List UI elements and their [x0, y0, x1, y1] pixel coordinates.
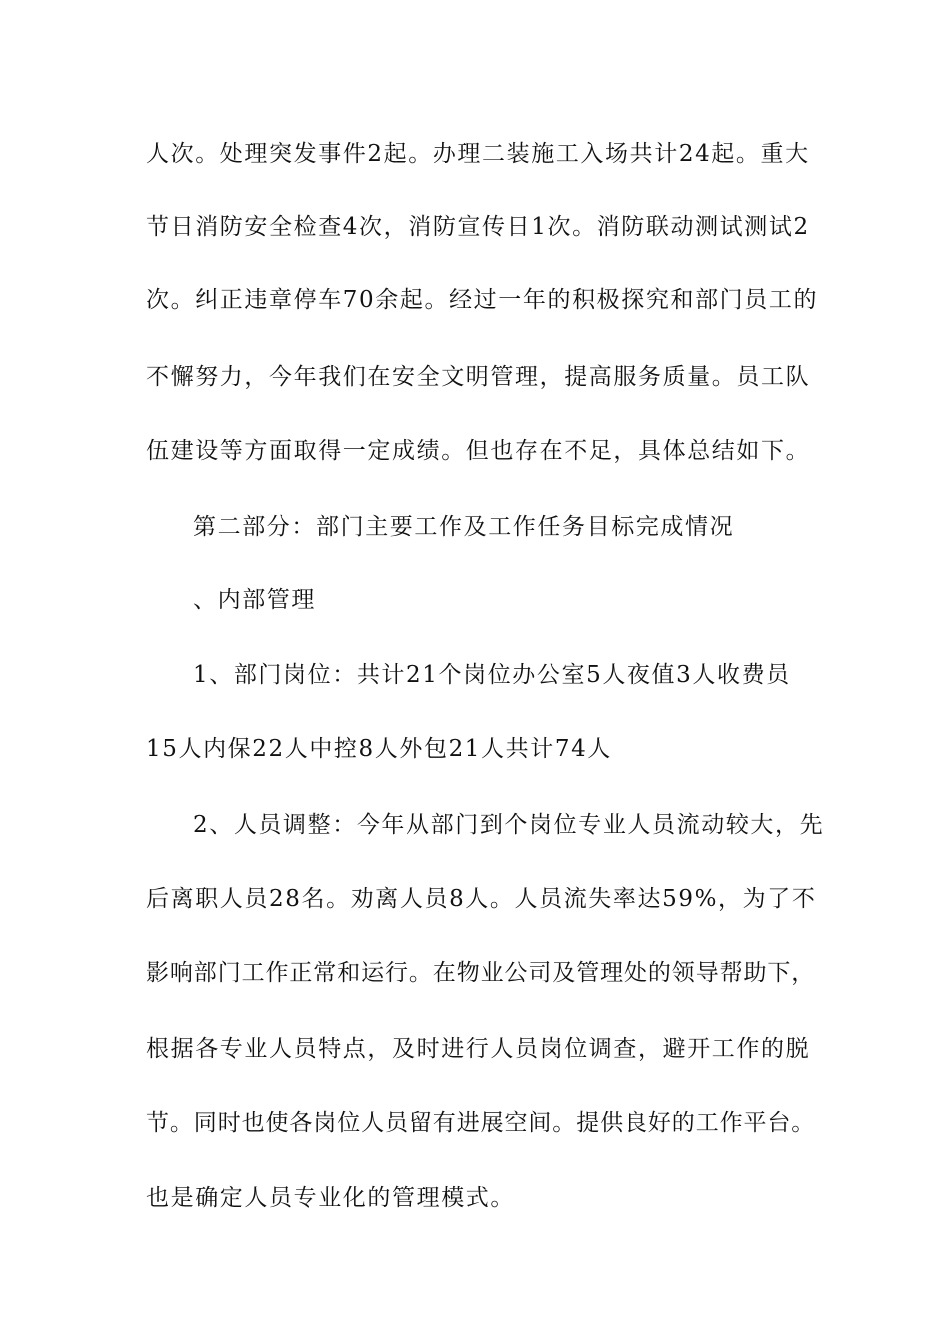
item-2-line-5: 节。同时也使各岗位人员留有进展空间。提供良好的工作平台。 — [146, 1110, 816, 1136]
item-1-line-2: 15人内保22人中控8人外包21人共计74人 — [146, 736, 612, 762]
item-2-line-6: 也是确定人员专业化的管理模式。 — [146, 1185, 515, 1211]
paragraph-1-line-5: 伍建设等方面取得一定成绩。但也存在不足，具体总结如下。 — [146, 438, 811, 464]
paragraph-1-line-1: 人次。处理突发事件2起。办理二装施工入场共计24起。重大 — [146, 141, 810, 167]
item-2-line-2: 后离职人员28名。劝离人员8人。人员流失率达59%，为了不 — [146, 886, 817, 912]
section-heading: 第二部分：部门主要工作及工作任务目标完成情况 — [193, 514, 735, 540]
item-2-line-1: 2、人员调整：今年从部门到个岗位专业人员流动较大，先 — [193, 812, 825, 838]
paragraph-1-line-3: 次。纠正违章停车70余起。经过一年的积极探究和部门员工的 — [146, 287, 819, 313]
item-2-line-4: 根据各专业人员特点，及时进行人员岗位调查，避开工作的脱 — [146, 1036, 811, 1062]
item-1-line-1: 1、部门岗位：共计21个岗位办公室5人夜值3人收费员 — [193, 662, 791, 688]
paragraph-1-line-2: 节日消防安全检查4次，消防宣传日1次。消防联动测试测试2 — [146, 214, 810, 240]
item-2-line-3: 影响部门工作正常和运行。在物业公司及管理处的领导帮助下， — [146, 960, 816, 986]
subsection-heading: 、内部管理 — [193, 587, 316, 613]
paragraph-1-line-4: 不懈努力，今年我们在安全文明管理，提高服务质量。员工队 — [146, 364, 811, 390]
